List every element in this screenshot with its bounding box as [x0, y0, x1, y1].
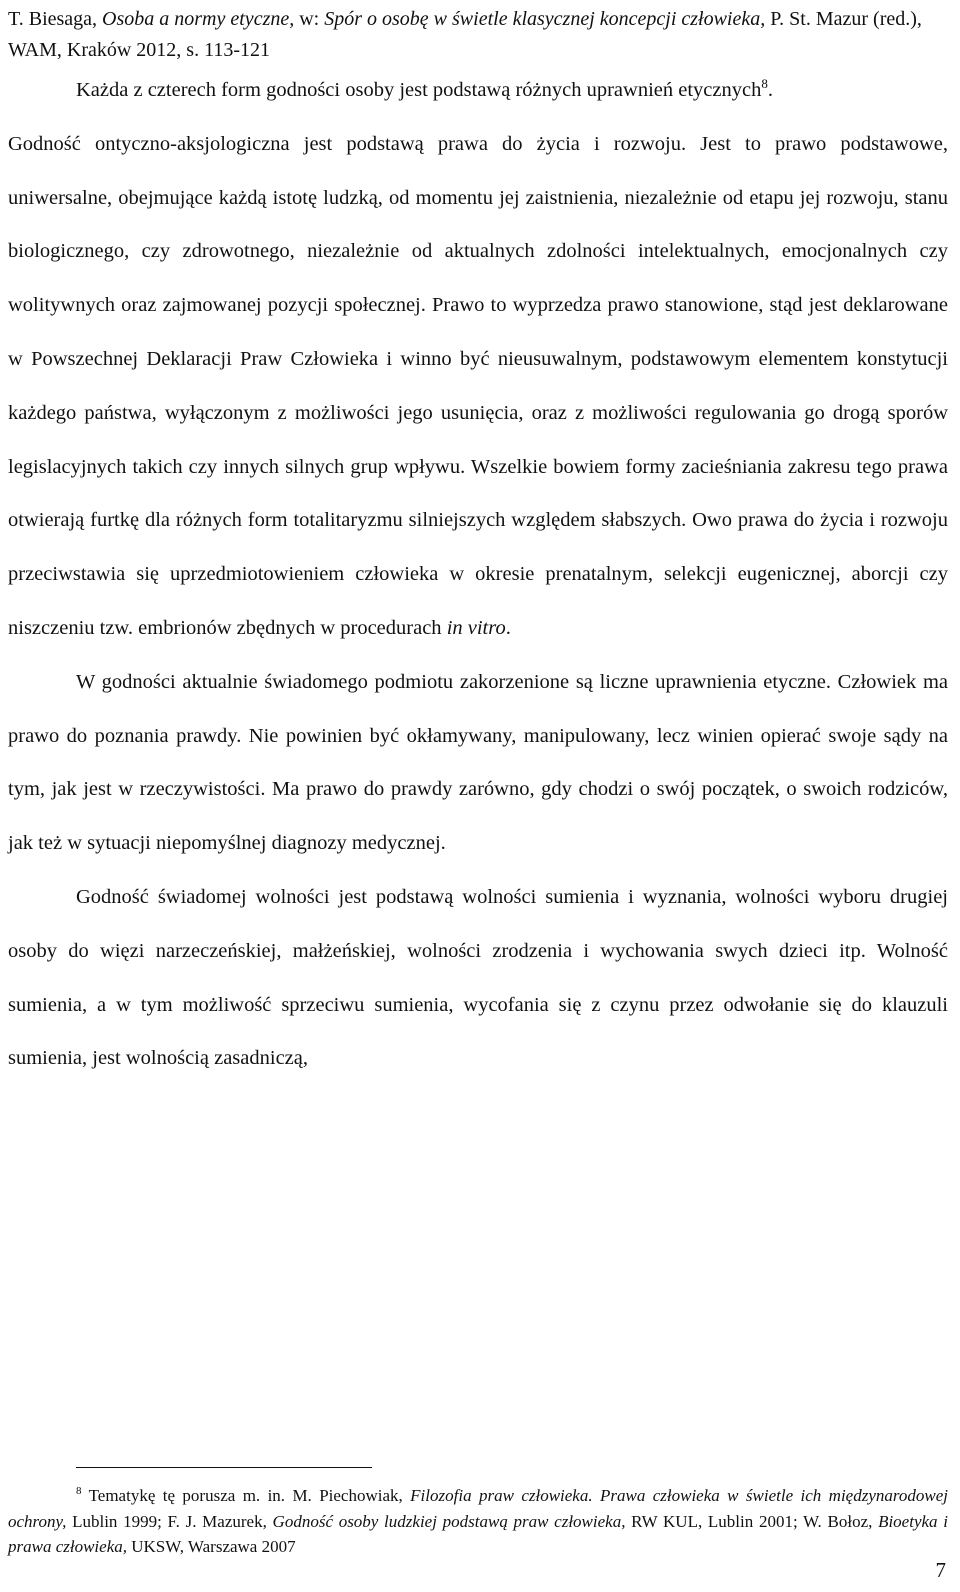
footnote-italic-3: Bioetyka i prawa człowieka, — [8, 1511, 948, 1556]
citation-book-title: Spór o osobę w świetle klasycznej koncepcji człowieka, — [324, 8, 766, 30]
page-number: 7 — [935, 1558, 946, 1582]
paragraph-2-text: Godność ontyczno-aksjologiczna jest podstawą prawa do życia i rozwoju. Jest to prawo podstawowe, uniwersalne, obejmujące każdą istotę ludzką, od momentu jej zaistnienia, niezależnie od etapu jej rozwoju, stanu biologicznego, czy zdrowotnego, niezależnie od aktualnych zdolności intelektualnych, emocjonalnych czy wolitywnych oraz zajmowanej pozycji społecznej. Prawo to wyprzedza prawo stanowione, stąd jest deklarowane w Powszechnej Deklaracji Praw Człowieka i winno być nieusuwalnym, podstawowym elementem konstytucji każdego państwa, wyłączonym z możliwości jego usunięcia, oraz z możliwości regulowania go drogą sporów legislacyjnych takich czy innych silnych grup wpływu. Wszelkie bowiem formy zacieśniania zakresu tego prawa otwierają furtkę dla różnych form totalitaryzmu silniejszych względem słabszych. Owo prawa do życia i rozwoju przeciwstawia się uprzedmiotowieniem człowieka w okresie prenatalnym, selekcji eugenicznej, aborcji czy niszczeniu tzw. embrionów zbędnych w procedurach — [8, 132, 948, 639]
citation-title: Osoba a normy etyczne, — [102, 8, 295, 30]
footnote-text-4: UKSW, Warszawa 2007 — [127, 1537, 296, 1556]
footnotes — [8, 1483, 948, 1560]
paragraph-1-end: . — [767, 79, 773, 101]
citation-author: T. Biesaga, — [8, 8, 103, 30]
paragraph-1-text: Każda z czterech form godności osoby jest podstawą różnych uprawnień etycznych — [76, 79, 762, 101]
footnote-divider — [76, 1467, 372, 1468]
footnote-reference[interactable]: 8 — [761, 76, 768, 91]
paragraph-2-italic: in vitro — [446, 616, 506, 639]
main-text — [8, 64, 948, 1086]
citation-publication: P. St. Mazur (red.), WAM, Kraków 2012, s. 113-121 — [8, 8, 922, 61]
citation-header — [8, 4, 948, 66]
footnote-text-1: Tematykę tę porusza m. in. M. Piechowiak, — [81, 1486, 411, 1505]
footnote-number: 8 — [76, 1485, 82, 1497]
footnote-text-3: RW KUL, Lublin 2001; W. Bołoz, — [625, 1511, 879, 1531]
paragraph-1 — [8, 64, 948, 118]
footnote-8 — [8, 1483, 948, 1560]
paragraph-2-end: . — [505, 616, 511, 639]
paragraph-4: Godność świadomej wolności jest podstawą wolności sumienia i wyznania, wolności wyboru drugiej osoby do więzi narzeczeńskiej, małżeńskiej, wolności zrodzenia i wychowania swych dzieci itp. Wolność sumienia, a w tym możliwość sprzeciwu sumienia, wycofania się z czynu przez odwołanie się do klauzuli sumienia, jest wolnością zasadniczą, — [8, 885, 948, 1070]
paragraph-3: W godności aktualnie świadomego podmiotu zakorzenione są liczne uprawnienia etyczne. Człowiek ma prawo do poznania prawdy. Nie powinien być okłamywany, manipulowany, lecz winien opierać swoje sądy na tym, jak jest w rzeczywistości. Ma prawo do prawdy zarówno, gdy chodzi o swój początek, o swoich rodziców, jak też w sytuacji niepomyślnej diagnozy medycznej. — [8, 670, 948, 855]
footnote-italic-1: Filozofia praw człowieka. Prawa człowieka w świetle ich międzynarodowej ochrony, — [8, 1486, 948, 1531]
paragraph-2 — [8, 118, 948, 656]
footnote-text-2: Lublin 1999; F. J. Mazurek, — [66, 1511, 273, 1531]
footnote-italic-2: Godność osoby ludzkiej podstawą praw człowieka, — [272, 1511, 626, 1531]
citation-in: w: — [294, 8, 325, 30]
